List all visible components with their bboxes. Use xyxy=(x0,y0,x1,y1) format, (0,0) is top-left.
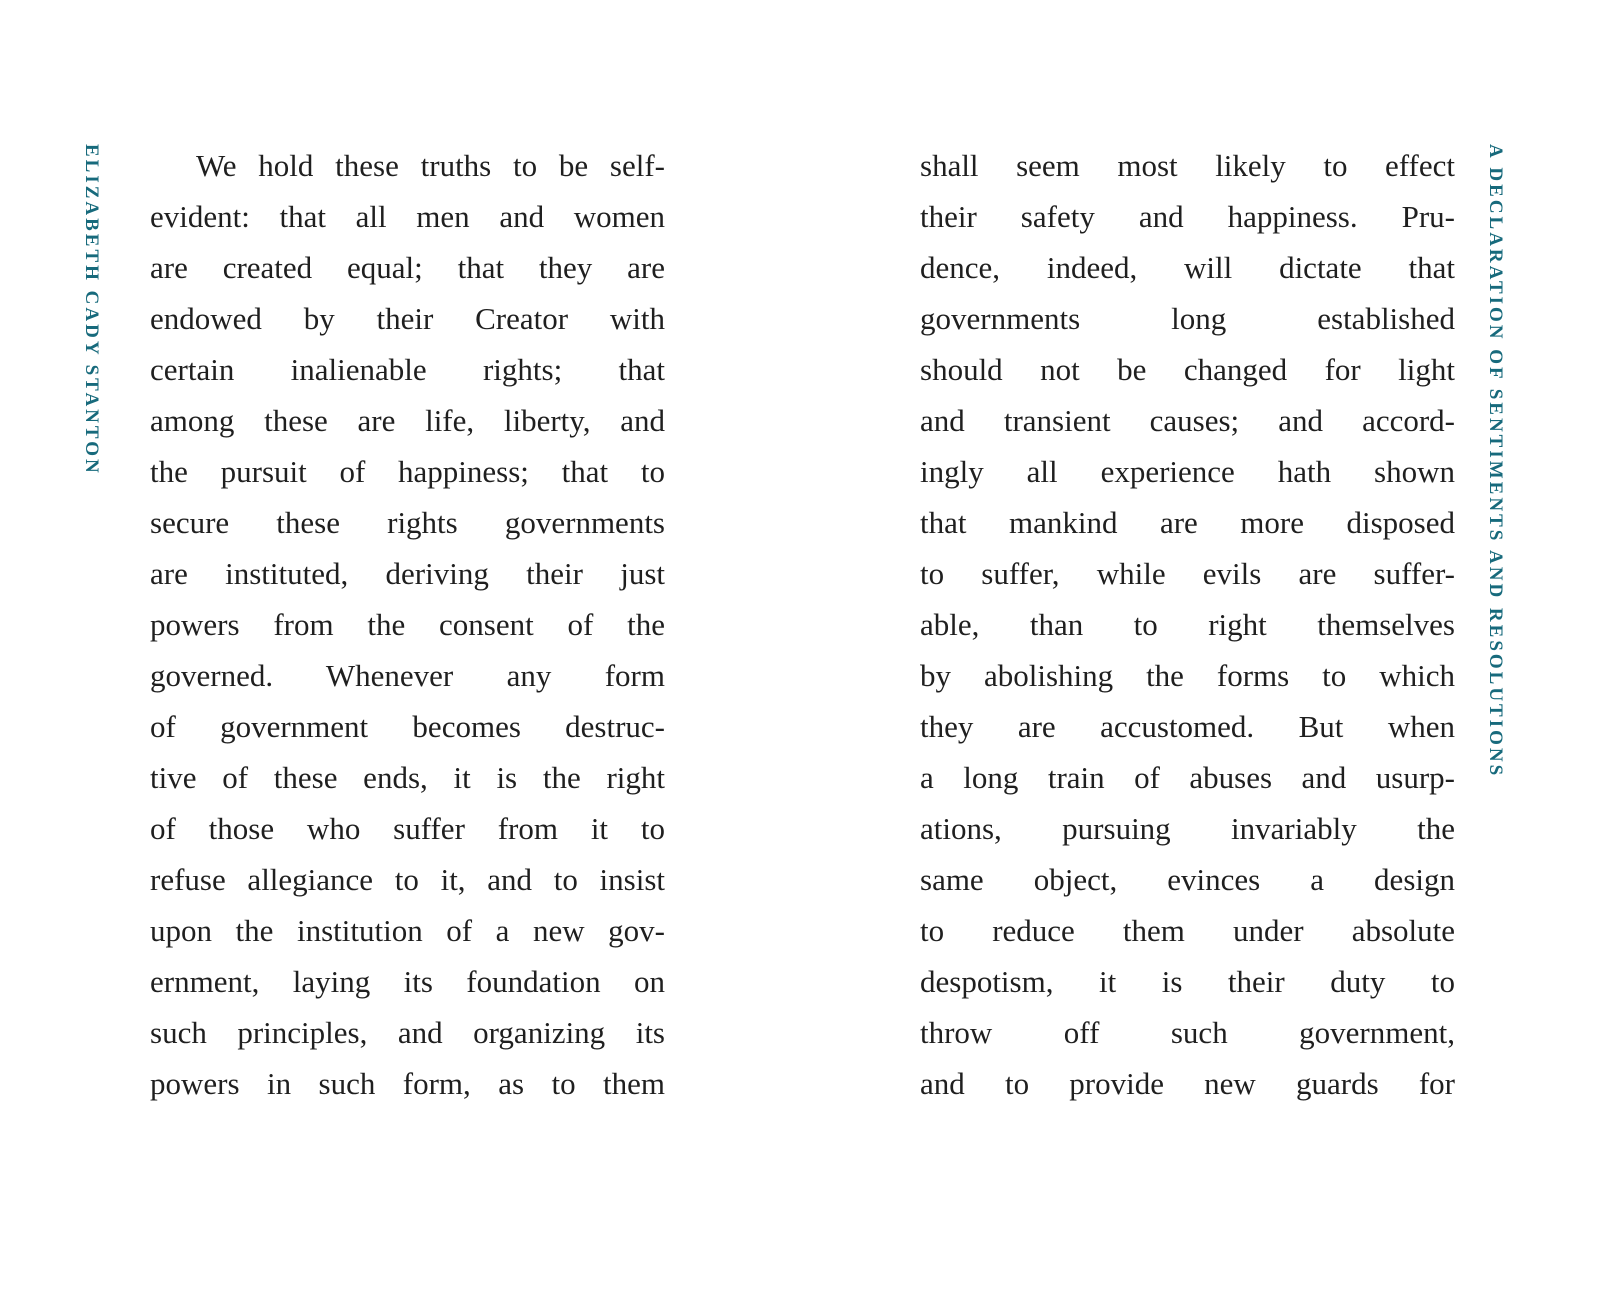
text-line: upon the institution of a new gov- xyxy=(150,913,665,948)
text-line: We hold these truths to be self- xyxy=(196,148,665,183)
text-line: tive of these ends, it is the right xyxy=(150,760,665,795)
text-line: their safety and happiness. Pru- xyxy=(920,199,1455,234)
text-line: powers in such form, as to them xyxy=(150,1066,665,1101)
text-line: same object, evinces a design xyxy=(920,862,1455,897)
text-line: are created equal; that they are xyxy=(150,250,665,285)
text-line: ingly all experience hath shown xyxy=(920,454,1455,489)
text-line: despotism, it is their duty to xyxy=(920,964,1455,999)
text-line: such principles, and organizing its xyxy=(150,1015,665,1050)
text-line: shall seem most likely to effect xyxy=(920,148,1455,183)
text-line: to suffer, while evils are suffer- xyxy=(920,556,1455,591)
text-line: among these are life, liberty, and xyxy=(150,403,665,438)
text-line: a long train of abuses and usurp- xyxy=(920,760,1455,795)
text-line: to reduce them under absolute xyxy=(920,913,1455,948)
text-line: and transient causes; and accord- xyxy=(920,403,1455,438)
left-margin-author-caption: ELIZABETH CADY STANTON xyxy=(81,144,102,476)
text-line: governed. Whenever any form xyxy=(150,658,665,693)
text-line: endowed by their Creator with xyxy=(150,301,665,336)
text-line: secure these rights governments xyxy=(150,505,665,540)
left-page-text-column xyxy=(150,140,665,1109)
text-line: should not be changed for light xyxy=(920,352,1455,387)
text-line: that mankind are more disposed xyxy=(920,505,1455,540)
right-page-text-column xyxy=(920,140,1455,1109)
text-line: of those who suffer from it to xyxy=(150,811,665,846)
text-line: of government becomes destruc- xyxy=(150,709,665,744)
right-margin-title-caption: A DECLARATION OF SENTIMENTS AND RESOLUTIONS xyxy=(1485,144,1506,779)
text-line: dence, indeed, will dictate that xyxy=(920,250,1455,285)
text-line: evident: that all men and women xyxy=(150,199,665,234)
text-line: refuse allegiance to it, and to insist xyxy=(150,862,665,897)
text-line: powers from the consent of the xyxy=(150,607,665,642)
text-line: able, than to right themselves xyxy=(920,607,1455,642)
text-line: by abolishing the forms to which xyxy=(920,658,1455,693)
text-line: the pursuit of happiness; that to xyxy=(150,454,665,489)
text-line: they are accustomed. But when xyxy=(920,709,1455,744)
text-line: certain inalienable rights; that xyxy=(150,352,665,387)
text-line: governments long established xyxy=(920,301,1455,336)
text-line: throw off such government, xyxy=(920,1015,1455,1050)
text-line: are instituted, deriving their just xyxy=(150,556,665,591)
text-line: and to provide new guards for xyxy=(920,1066,1455,1101)
text-line: ernment, laying its foundation on xyxy=(150,964,665,999)
text-line: ations, pursuing invariably the xyxy=(920,811,1455,846)
